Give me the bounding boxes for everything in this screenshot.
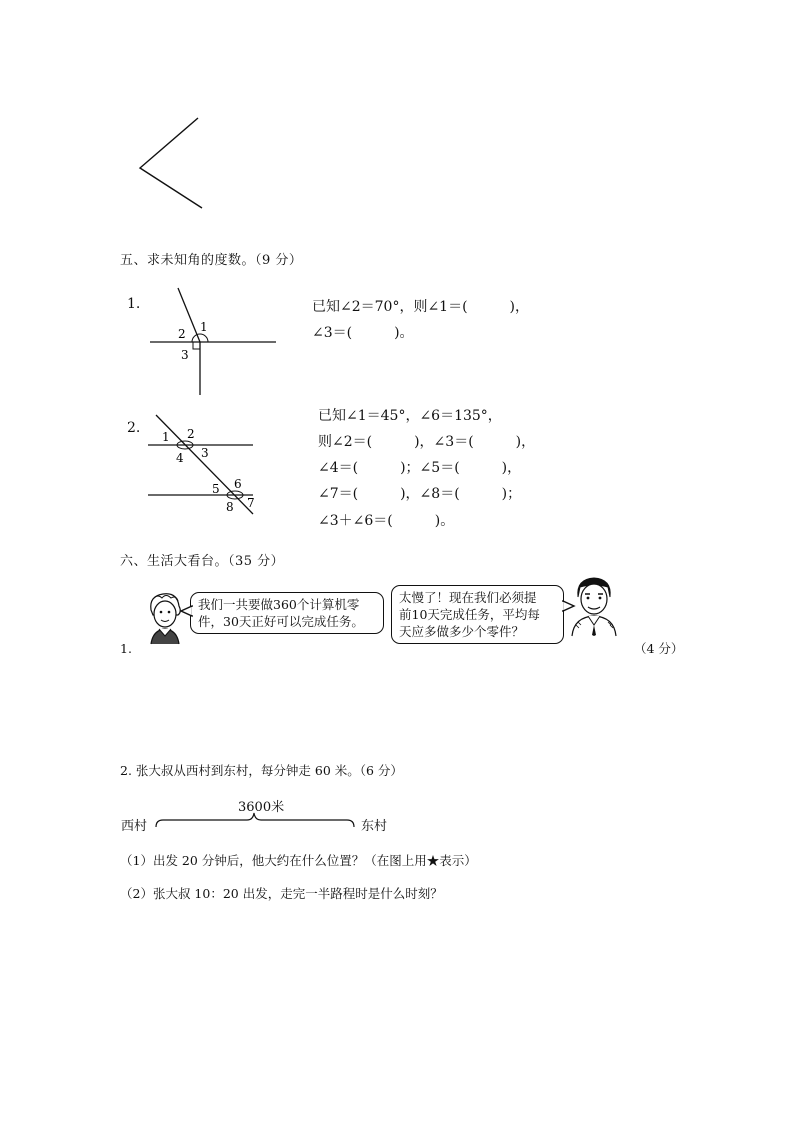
q2-angle-label: 7: [247, 496, 255, 510]
s6-q2-text: 2. 张大叔从西村到东村，每分钟走 60 米。（6 分）: [120, 763, 403, 778]
q2-angle-label: 4: [176, 451, 184, 465]
bubble-left-line: 我们一共要做360个计算机零: [198, 597, 360, 612]
boy-illustration: [145, 590, 185, 645]
q2-angle-label: 8: [226, 500, 234, 514]
bubble-right-line: 天应多做多少个零件？: [399, 624, 525, 639]
man-illustration: [568, 575, 620, 637]
q2-angle-label: 3: [201, 446, 209, 460]
s6-q2-sub2: （2）张大叔 10：20 出发，走完一半路程时是什么时刻？: [120, 886, 443, 901]
q2-number: 2.: [127, 420, 141, 436]
s6-q2-sub1: （1）出发 20 分钟后，他大约在什么位置？（在图上用★表示）: [120, 853, 477, 868]
q2-line1: 已知∠1＝45°，∠6＝135°，: [318, 408, 502, 424]
q2-line4: ∠7＝( )，∠8＝( )；: [318, 486, 522, 502]
section5-title: 五、求未知角的度数。（9 分）: [120, 253, 303, 268]
q1-diagram: [148, 285, 278, 400]
q2-line5: ∠3＋∠6＝( )。: [318, 513, 455, 529]
q2-diagram: [148, 410, 268, 520]
q1-angle-label: 3: [181, 348, 189, 362]
q1-line1: 已知∠2＝70°，则∠1＝( )，: [312, 299, 530, 315]
section6-title: 六、生活大看台。（35 分）: [120, 554, 285, 569]
speech-bubble-left: [190, 592, 384, 634]
q2-angle-label: 2: [187, 427, 195, 441]
q1-angle-label: 1: [200, 320, 208, 334]
q2-line3: ∠4＝( )；∠5＝( )，: [318, 460, 522, 476]
bubble-left-tail: [180, 605, 194, 617]
angle-figure: [130, 110, 210, 215]
q2-angle-label: 6: [234, 477, 242, 491]
bubble-left-line: 件，30天正好可以完成任务。: [198, 614, 364, 629]
bubble-right-line: 太慢了！现在我们必须提: [399, 590, 537, 605]
q1-number: 1.: [127, 296, 141, 312]
q2-line2: 则∠2＝( )，∠3＝( )，: [318, 434, 536, 450]
bubble-right-line: 前10天完成任务，平均每: [399, 607, 540, 622]
west-village-label: 西村: [121, 819, 148, 834]
q2-angle-label: 1: [162, 430, 170, 444]
distance-label: 3600米: [238, 800, 285, 815]
q2-angle-label: 5: [212, 482, 220, 496]
q1-line2: ∠3＝( )。: [312, 325, 414, 341]
s6-q1-number: 1.: [120, 641, 132, 656]
speech-bubble-right: [391, 585, 564, 644]
q1-angle-label: 2: [178, 327, 186, 341]
distance-brace: [155, 810, 357, 830]
s6-q1-score: （4 分）: [634, 641, 684, 656]
east-village-label: 东村: [361, 819, 388, 834]
